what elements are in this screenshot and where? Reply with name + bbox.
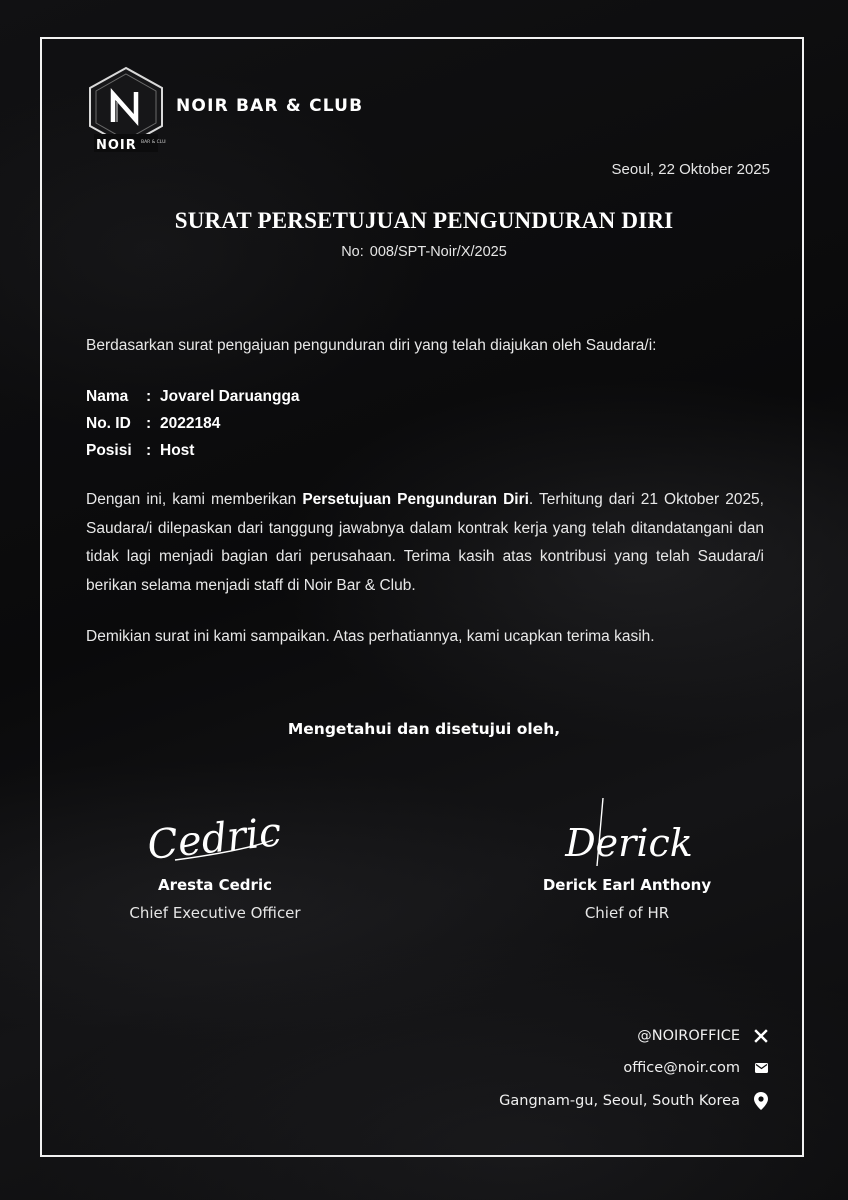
signatory-name: Aresta Cedric (158, 876, 272, 894)
identity-row (86, 388, 300, 415)
noir-logo (86, 66, 166, 158)
body-suffix: . Terhitung dari 21 Oktober 2025, Saudara/i dilepaskan dari tanggung jawabnya dalam kontrak kerja yang telah ditandatangani dan tidak lagi menjadi bagian dari perusahaan. Terima kasih atas kontribusi yang telah Saudara/i berikan selama menjadi staff di Noir Bar & Club. (86, 491, 764, 594)
location-pin-icon (752, 1092, 770, 1110)
contact-social[interactable] (637, 1027, 770, 1045)
contact-email[interactable] (623, 1059, 770, 1077)
letter-number (0, 244, 848, 260)
logo-subtitle: BAR & CLUB (141, 140, 166, 145)
signature-block-hr (497, 790, 757, 922)
signatory-name: Derick Earl Anthony (542, 876, 712, 894)
identity-separator: : (146, 415, 152, 432)
identity-label: Nama (86, 388, 129, 405)
contact-text: office@noir.com (623, 1060, 740, 1076)
contact-address (499, 1092, 770, 1110)
identity-row (86, 415, 300, 442)
identity-value: 2022184 (160, 415, 221, 432)
x-logo-icon (752, 1027, 770, 1045)
brand-name: NOIR BAR & CLUB (176, 96, 364, 116)
envelope-icon (752, 1059, 770, 1077)
body-paragraph (86, 486, 764, 600)
identity-row (86, 442, 300, 469)
signature-derick (557, 790, 697, 870)
signatory-role: Chief Executive Officer (129, 904, 301, 922)
number-value: 008/SPT-Noir/X/2025 (369, 244, 507, 260)
body-prefix: Dengan ini, kami memberikan (86, 491, 303, 508)
identity-label: Posisi (86, 442, 132, 459)
letter-date: Seoul, 22 Oktober 2025 (611, 161, 770, 178)
number-label: No: (341, 244, 364, 260)
identity-table (86, 388, 300, 469)
logo-wordmark: NOIR (96, 138, 137, 153)
signature-block-ceo (85, 800, 345, 922)
acknowledgement-heading: Mengetahui dan disetujui oleh, (287, 720, 561, 738)
identity-label: No. ID (86, 415, 131, 432)
signature-cedric (145, 800, 285, 870)
closing-text: Demikian surat ini kami sampaikan. Atas perhatiannya, kami ucapkan terima kasih. (86, 628, 655, 645)
identity-value: Host (160, 442, 195, 459)
intro-text: Berdasarkan surat pengajuan pengunduran diri yang telah diajukan oleh Saudara/i: (86, 337, 657, 354)
identity-value: Jovarel Daruangga (160, 388, 300, 405)
signature-text: Cedric (145, 809, 284, 869)
signatory-role: Chief of HR (584, 904, 670, 922)
identity-separator: : (146, 388, 152, 405)
contact-text: @NOIROFFICE (637, 1028, 740, 1044)
letter-title: SURAT PERSETUJUAN PENGUNDURAN DIRI (174, 208, 674, 233)
contact-text: Gangnam-gu, Seoul, South Korea (499, 1093, 740, 1109)
signature-text: Derick (565, 821, 693, 865)
body-highlight: Persetujuan Pengunduran Diri (302, 491, 529, 508)
identity-separator: : (146, 442, 152, 459)
